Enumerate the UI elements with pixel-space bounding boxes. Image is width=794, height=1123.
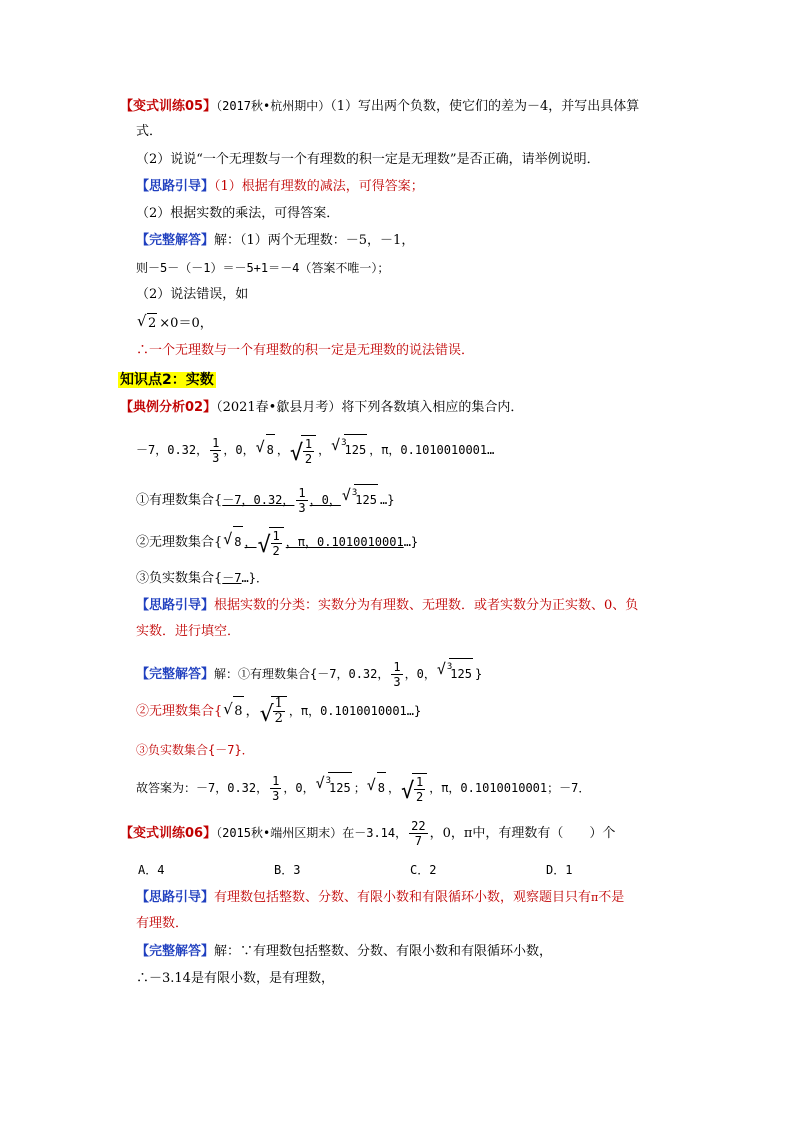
ex02-hint-cont: 实数．进行填空． xyxy=(136,624,241,639)
v06-ans1: 【完整解答】解：∵有理数包括整数、分数、有限小数和有限循环小数， xyxy=(136,944,553,959)
v05-hint1: 【思路引导】（1）根据有理数的减法，可得答案； xyxy=(136,179,424,194)
v05-conclusion: ∴一个无理数与一个有理数的积一定是无理数的说法错误． xyxy=(136,343,475,358)
v05-ans1: 【完整解答】解：（1）两个无理数：－5，－1， xyxy=(136,233,415,248)
option-c[interactable]: C．2 xyxy=(410,863,437,877)
ex02-set-negative: ③负实数集合{－7…}． xyxy=(136,571,268,586)
v05-tag: 【变式训练05】 xyxy=(120,99,217,114)
v05-q2: （2）说说“一个无理数与一个有理数的积一定是无理数”是否正确，请举例说明． xyxy=(136,152,600,167)
sqrt-2: √ 2 xyxy=(138,313,157,334)
v06-question: 【变式训练06】（2015秋•端州区期末）在－3.14， $\frac{22}{7}$ ，0，π中，有理数有（ ）个 xyxy=(120,819,616,848)
ex02-ans3: ③负实数集合{－7}． xyxy=(136,743,254,757)
ex02-set-rational: ①有理数集合{－7，0.32， $\frac{1}{3}$ ，0，√ $^3$125 …} xyxy=(136,482,394,516)
option-d[interactable]: D．1 xyxy=(546,863,573,877)
ex02-set-irrational: ②无理数集合{√ 8 ， √ $\frac{1}{2}$ ，π，0.1010010001…} xyxy=(136,526,418,558)
v05-question: 【变式训练05】（2017秋•杭州期中）（1）写出两个负数，使它们的差为－4，并写出具体算 xyxy=(120,99,640,114)
ex02-ans2: ②无理数集合{√ 8 ， √ $\frac{1}{2}$ ，π，0.1010010001…} xyxy=(136,696,421,727)
v06-ans2: ∴－3.14是有限小数，是有理数， xyxy=(136,971,334,986)
v05-ans4: √ 2 ×0＝0， xyxy=(136,313,213,334)
option-a[interactable]: A．4 xyxy=(138,863,165,877)
v05-q1-cont: 式． xyxy=(136,124,163,139)
v05-ans2: 则－5－（－1）＝－5+1＝－4（答案不唯一）； xyxy=(136,261,390,275)
option-b[interactable]: B．3 xyxy=(274,863,301,877)
knowledge-point-heading: 知识点2：实数 xyxy=(120,372,214,388)
ex02-number-list: －7，0.32， $\frac{1}{3}$ ，0，√ 8 ， √ $\frac{1}{2}$ ，√ $^3$125 ，π，0.1010010001… xyxy=(136,432,494,466)
ex02-ans1: 【完整解答】解：①有理数集合{－7，0.32， $\frac{1}{3}$ ，0，√ $^3$125 } xyxy=(136,656,482,690)
v06-hint: 【思路引导】有理数包括整数、分数、有限小数和有限循环小数，观察题目只有π不是 xyxy=(136,890,625,905)
v05-ans3: （2）说法错误，如 xyxy=(136,287,249,302)
v05-hint2: （2）根据实数的乘法，可得答案． xyxy=(136,206,340,221)
ex02-final-answer: 故答案为：－7，0.32， $\frac{1}{3}$ ，0，√ $^3$125 ；√ 8 ， √ $\frac{1}{2}$ ，π，0.1010010001；－7． xyxy=(136,770,590,804)
ex02-hint: 【思路引导】根据实数的分类：实数分为有理数、无理数．或者实数分为正实数、0、负 xyxy=(136,598,639,613)
v06-hint-cont: 有理数． xyxy=(136,916,189,931)
ex02-question: 【典例分析02】（2021春•歙县月考）将下列各数填入相应的集合内． xyxy=(120,400,524,415)
